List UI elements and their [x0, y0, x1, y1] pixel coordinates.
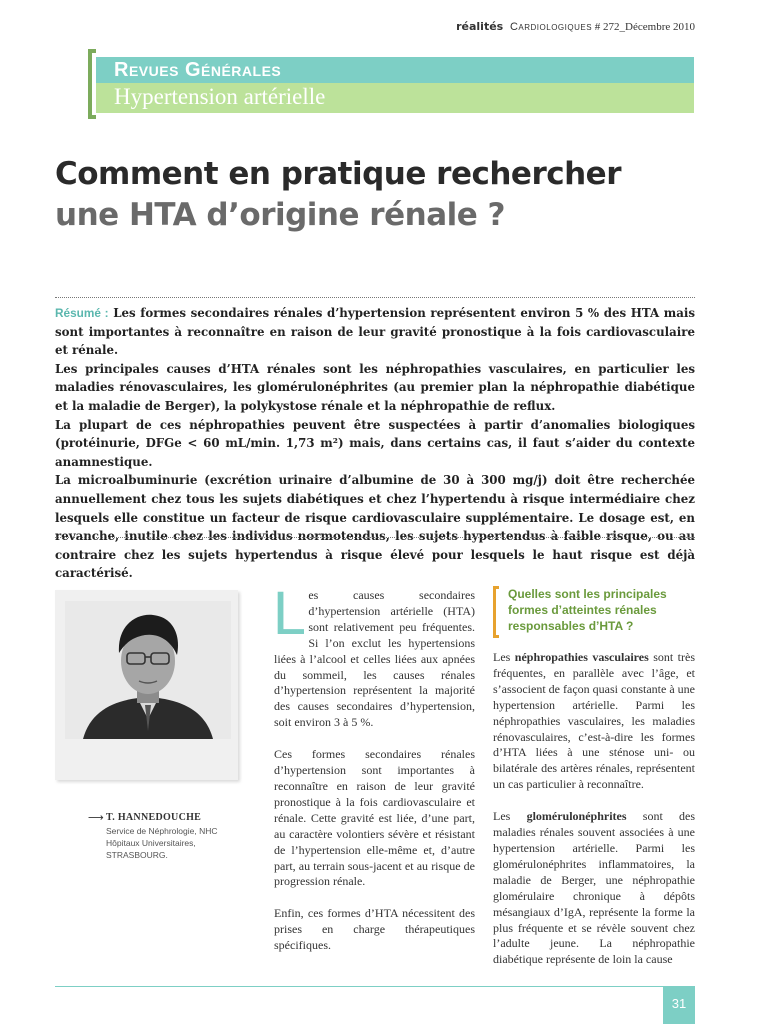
author-portrait-icon	[65, 601, 231, 739]
rubric-title: Revues Générales	[114, 59, 282, 81]
page-number: 31	[671, 996, 687, 1011]
body-column-middle	[272, 580, 475, 970]
section-paragraph-1	[493, 650, 695, 793]
resume-paragraph-2: Les principales causes d’HTA rénales sont les néphropathies vasculaires, en particulier les maladies rénovasculaires, les glomérulonéphrites (au premier plan la néphropathie diabétique et la maladie de Berger), la polykystose rénale et la néphropathie de reflux.	[55, 361, 695, 413]
resume-top-divider	[55, 297, 695, 298]
journal-name: Cardiologiques	[509, 21, 593, 33]
author-arrow-icon: ⟶	[88, 811, 104, 824]
resume-paragraph-3: La plupart de ces néphropathies peuvent être suspectées à partir d’anomalies biologiques (protéinurie, DFGe < 60 mL/min. 1,73 m²) mais, dans certains cas, il faut s’aider du contexte anamnestique.	[55, 417, 695, 469]
author-affiliation-line1: Service de Néphrologie, NHC	[106, 826, 218, 836]
body-paragraph-2: Ces formes secondaires rénales d’hypertension sont importantes à reconnaître en raison de leur gravité pronostique à la fois cardiovasculaire et rénale. Cette gravité est liée, d’une part, au caractère volontiers sévère et résistant de l’hypertension elle-même et, d’autre part, au terrain sous-jacent et au risque de progression rénale.	[274, 747, 475, 889]
drop-cap: L	[272, 580, 305, 648]
author-name: T. HANNEDOUCHE	[106, 812, 202, 823]
article-title-line2: une HTA d’origine rénale ?	[55, 197, 506, 233]
term-nephropathies-vasculaires: néphropathies vasculaires	[514, 650, 649, 664]
section-bracket	[493, 586, 499, 638]
journal-issue: # 272_Décembre 2010	[594, 21, 695, 33]
author-affiliation	[106, 825, 218, 861]
section-p1-pre: Les	[493, 650, 515, 664]
author-photo	[65, 601, 231, 739]
author-affiliation-line3: STRASBOURG.	[106, 850, 168, 860]
rubric-bracket	[88, 49, 96, 119]
term-glomerulonephrites: glomérulonéphrites	[526, 809, 627, 824]
journal-brand: réalités	[456, 20, 504, 33]
section-heading-line1: Quelles sont les principales	[508, 587, 667, 601]
resume-label: Résumé :	[55, 306, 109, 320]
section-heading-line3: responsables d’HTA ?	[508, 618, 634, 633]
body-paragraph-1	[272, 580, 475, 731]
section-heading	[508, 587, 698, 634]
section-p2-pre: Les	[493, 809, 527, 824]
resume-paragraph-4: La microalbuminurie (excrétion urinaire d’albumine de 30 à 300 mg/j) doit être recherchée annuellement chez tous les sujets diabétiques et chez l’hypertendu à risque intermédiaire chez lesquels elle constitue un facteur de risque cardiovasculaire supplémentaire. Le dosage est, en revanche, inutile chez les individus normotendus, les sujets hypertendus à faible risque, ou au contraire chez les sujets hypertendus à risque élevé pour lesquels le haut risque est déjà caractérisé.	[55, 473, 695, 581]
body-paragraph-1-text: es causes secondaires d’hypertension artérielle (HTA) sont relativement peu fréquentes. Si l’on exclut les hypertensions liées à l’alcool et celles liées aux apnées du sommeil, les causes rénales d’hypertension représentent la majorité des causes secondaires d’hypertension, soit environ 3 à 5 %.	[274, 588, 475, 730]
resume-text-1: Les formes secondaires rénales d’hypertension représentent environ 5 % des HTA mais sont importantes à reconnaître en raison de leur gravité pronostique à la fois cardiovasculaire et rénale.	[55, 306, 695, 358]
body-paragraph-3: Enfin, ces formes d’HTA nécessitent des prises en charge thérapeutiques spécifiques.	[274, 906, 475, 953]
resume-block	[55, 304, 695, 583]
section-paragraph-2	[493, 809, 695, 968]
body-column-right	[493, 650, 695, 984]
section-p1-post: sont très fréquentes, en parallèle avec l’âge, et s’associent de façon quasi constante à une hypertension artérielle. Parmi les néphropathies vasculaires, les maladies rénovasculaires, c’est-à-dire les formes d’HTA liées à une sténose uni- ou bilatérale des artères rénales, représentent un cas particulier à reconnaître.	[493, 650, 695, 792]
section-p2-post: sont des maladies rénales souvent associées à une hypertension artérielle. Parmi les glomérulonéphrites inflammatoires, la maladie de Berger, une néphropathie glomérulaire chronique à dépôts mésangiaux d’IgA, représente la forme la plus fréquente et se révèle souvent chez l’adulte jeune. La néphropathie diabétique représente de loin la cause	[493, 809, 696, 967]
rubric-subtitle: Hypertension artérielle	[114, 84, 326, 109]
journal-header	[456, 20, 695, 33]
footer-rule	[55, 986, 665, 987]
resume-paragraph-1	[55, 304, 695, 360]
section-heading-line2: formes d’atteintes rénales	[508, 602, 657, 617]
resume-bottom-divider	[55, 537, 695, 538]
author-affiliation-line2: Hôpitaux Universitaires,	[106, 838, 196, 848]
article-title-line1: Comment en pratique rechercher	[55, 156, 621, 192]
